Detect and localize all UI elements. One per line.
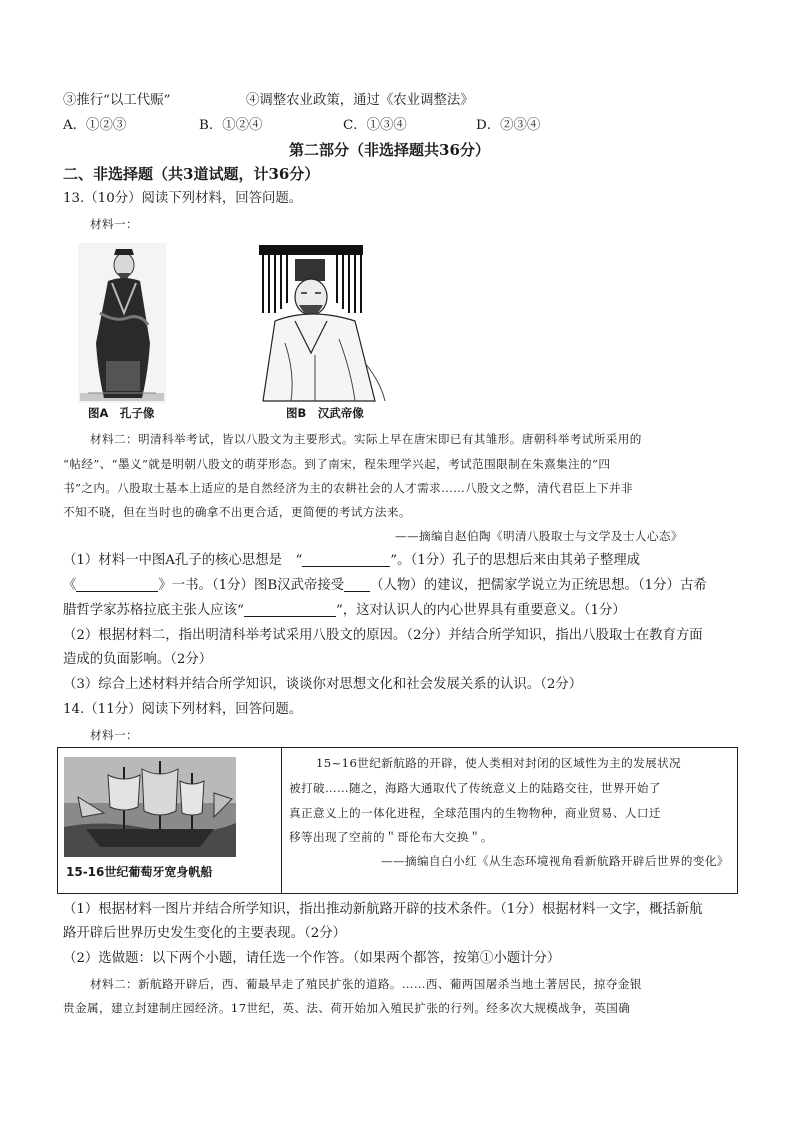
confucius-portrait bbox=[78, 243, 166, 403]
q13-sub2-line2: 造成的负面影响。（2分） bbox=[63, 652, 213, 667]
choice-b: B．①②④ bbox=[199, 118, 263, 133]
answer-blank[interactable] bbox=[76, 577, 158, 592]
q14-sub2: （2）选做题：以下两个小题，请任选一个作答。（如果两个都答，按第①小题计分） bbox=[63, 951, 561, 966]
ship-caption: 15-16世纪葡萄牙宽身帆船 bbox=[66, 865, 213, 879]
q14-sub1-line1: （1）根据材料一图片并结合所学知识，指出推动新航路开辟的技术条件。（1分）根据材料一文字，概括新航 bbox=[63, 902, 703, 917]
option-4: ④调整农业政策，通过《农业调整法》 bbox=[246, 93, 474, 108]
q14-material1-line4: 移等出现了空前的＂哥伦布大交换＂。 bbox=[289, 830, 493, 844]
q14-material1-source: ——摘编自白小红《从生态环境视角看新航路开辟后世界的变化》 bbox=[381, 854, 729, 868]
q13-material2-line4: 不知不晓，但在当时也的确拿不出更合适，更简便的考试方法来。 bbox=[63, 505, 411, 519]
q14-material1-table bbox=[57, 747, 738, 894]
option-3: ③推行“以工代赈” bbox=[63, 93, 171, 108]
choice-c: C．①③④ bbox=[343, 118, 407, 133]
answer-blank[interactable] bbox=[302, 552, 390, 567]
table-divider bbox=[281, 748, 282, 893]
sailing-ship-image bbox=[64, 757, 236, 857]
answer-blank[interactable] bbox=[344, 577, 370, 592]
q13-sub3: （3）综合上述材料并结合所学知识，谈谈你对思想文化和社会发展关系的认识。（2分） bbox=[63, 677, 583, 692]
q14-material2-line1: 材料二：新航路开辟后，西、葡最早走了殖民扩张的道路。……西、葡两国屠杀当地土著居民，掠夺金银 bbox=[90, 977, 642, 991]
q14-material1-line3: 真正意义上的一体化进程，全球范围内的生物物种，商业贸易、人口迁 bbox=[289, 806, 661, 820]
q13-material1-label: 材料一： bbox=[90, 217, 138, 231]
q13-sub1-line2: 《 》一书。（1分）图B汉武帝接受 （人物）的建议，把儒家学说立为正统思想。（1分）古希 bbox=[63, 578, 707, 593]
choice-a: A．①②③ bbox=[63, 118, 127, 133]
q13-material2-line2: “帖经”、“墨义”就是明朝八股文的萌芽形态。到了南宋，程朱理学兴起，考试范围限制在朱熹集注的“四 bbox=[63, 457, 611, 471]
section-title: 二、非选择题（共3道试题，计36分） bbox=[63, 165, 320, 183]
choice-d: D．②③④ bbox=[476, 118, 541, 133]
q13-material2-line1: 材料二：明清科举考试，皆以八股文为主要形式。实际上早在唐宋即已有其雏形。唐朝科举考试所采用的 bbox=[90, 432, 642, 446]
part2-title: 第二部分（非选择题共36分） bbox=[289, 141, 490, 159]
q13-sub1-line1: （1）材料一中图A孔子的核心思想是 “ ”。（1分）孔子的思想后来由其弟子整理成 bbox=[63, 553, 640, 568]
q14-stem: 14.（11分）阅读下列材料，回答问题。 bbox=[63, 702, 303, 717]
q13-sub1-line3: 腊哲学家苏格拉底主张人应该“ ”，这对认识人的内心世界具有重要意义。（1分） bbox=[63, 603, 626, 618]
q14-material1-line1: 15~16世纪新航路的开辟，使人类相对封闭的区域性为主的发展状况 bbox=[316, 756, 682, 770]
emperor-wu-portrait bbox=[255, 243, 391, 403]
figure-a-caption: 图A 孔子像 bbox=[88, 406, 155, 420]
q13-sub2-line1: （2）根据材料二，指出明清科举考试采用八股文的原因。（2分）并结合所学知识，指出八股取士在教育方面 bbox=[63, 628, 703, 643]
q14-material1-line2: 被打破……随之，海路大通取代了传统意义上的陆路交往，世界开始了 bbox=[289, 781, 661, 795]
q13-material2-line3: 书”之内。八股取士基本上适应的是自然经济为主的农耕社会的人才需求……八股文之弊，清代君臣上下并非 bbox=[63, 481, 634, 495]
q14-sub1-line2: 路开辟后世界历史发生变化的主要表现。（2分） bbox=[63, 926, 347, 941]
q13-material2-source: ——摘编自赵伯陶《明清八股取士与文学及士人心态》 bbox=[395, 529, 683, 543]
q14-material2-line2: 贵金属，建立封建制庄园经济。17世纪，英、法、荷开始加入殖民扩张的行列。经多次大规模战争，英国确 bbox=[63, 1001, 631, 1015]
q13-stem: 13.（10分）阅读下列材料，回答问题。 bbox=[63, 191, 303, 206]
figure-b-caption: 图B 汉武帝像 bbox=[286, 406, 364, 420]
q14-material1-label: 材料一： bbox=[90, 728, 138, 742]
answer-blank[interactable] bbox=[244, 602, 336, 617]
